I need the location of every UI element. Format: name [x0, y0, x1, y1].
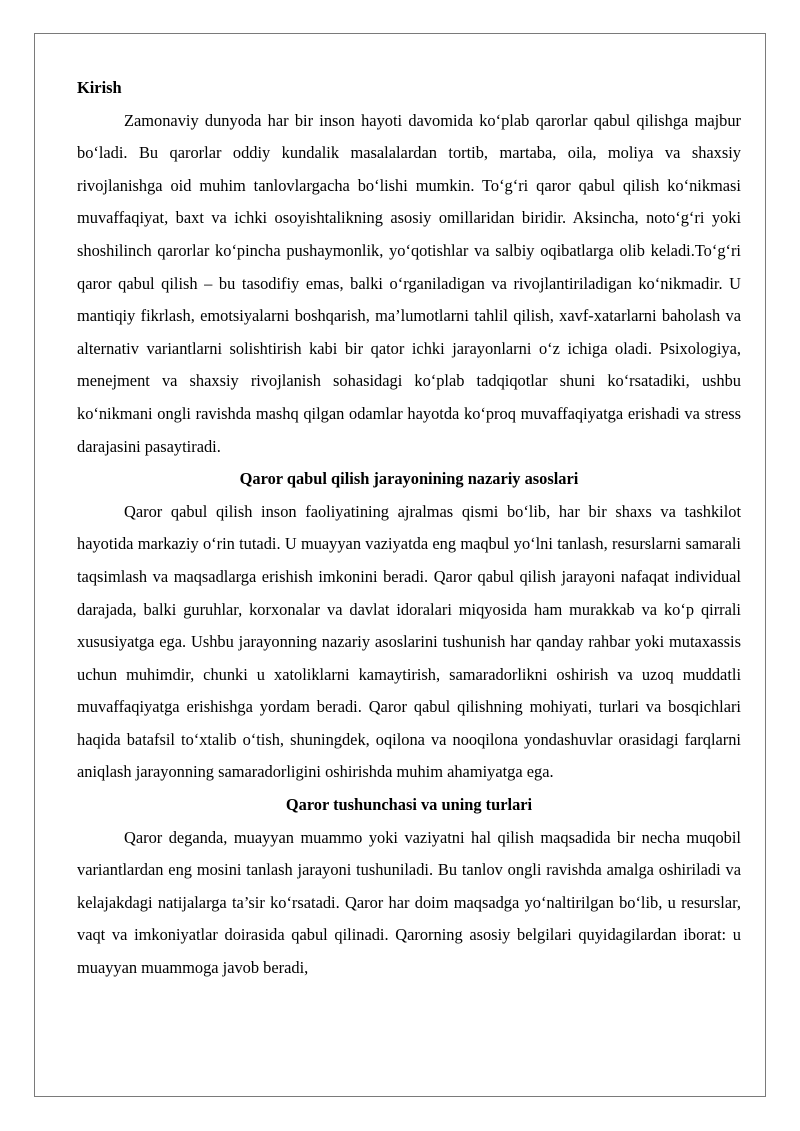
intro-paragraph: Zamonaviy dunyoda har bir inson hayoti davomida ko‘plab qarorlar qabul qilishga majbur bo‘ladi. Bu qarorlar oddiy kundalik masalalardan tortib, martaba, oila, moliya va shaxsiy rivojlanishga oid muhim tanlovlargacha bo‘lishi mumkin. To‘g‘ri qaror qabul qilish ko‘nikmasi muvaffaqiyat, baxt va ichki osoyishtalikning asosiy omillaridan biridir. Aksincha, noto‘g‘ri yoki shoshilinch qarorlar ko‘pincha pushaymonlik, yo‘qotishlar va salbiy oqibatlarga olib keladi.To‘g‘ri qaror qabul qilish – bu tasodifiy emas, balki o‘rganiladigan va rivojlantiriladigan ko‘nikmadir. U mantiqiy fikrlash, emotsiyalarni boshqarish, ma’lumotlarni tahlil qilish, xavf-xatarlarni baholash va alternativ variantlarni solishtirish kabi bir qator ichki jarayonlarni o‘z ichiga oladi. Psixologiya, menejment va shaxsiy rivojlanish sohasidagi ko‘plab tadqiqotlar shuni ko‘rsatadiki, ushbu ko‘nikmani ongli ravishda mashq qilgan odamlar hayotda ko‘proq muvaffaqiyatga erishadi va stress darajasini pasaytiradi. — [77, 110, 741, 456]
section-heading-concept: Qaror tushunchasi va uning turlari — [285, 795, 533, 815]
intro-heading: Kirish — [77, 78, 122, 97]
theory-paragraph: Qaror qabul qilish inson faoliyatining ajralmas qismi bo‘lib, har bir shaxs va tashkilot hayotida markaziy o‘rin tutadi. U muayyan vaziyatda eng maqbul yo‘lni tanlash, resurslarni samarali taqsimlash va maqsadlarga erishish imkonini beradi. Qaror qabul qilish jarayoni nafaqat individual darajada, balki guruhlar, korxonalar va davlat idoralari miqyosida ham murakkab va ko‘p qirrali xususiyatga ega. Ushbu jarayonning nazariy asoslarini tushunish har qanday rahbar yoki mutaxassis uchun muhimdir, chunki u xatoliklarni kamaytirish, samaradorlikni oshirish va uzoq muddatli muvaffaqiyatga erishishga yordam beradi. Qaror qabul qilishning mohiyati, turlari va bosqichlari haqida batafsil to‘xtalib o‘tish, shuningdek, oqilona va nooqilona yondashuvlar orasidagi farqlarni aniqlash jarayonning samaradorligini oshirishda muhim ahamiyatga ega. — [77, 501, 741, 782]
concept-paragraph: Qaror deganda, muayyan muammo yoki vaziyatni hal qilish maqsadida bir necha muqobil variantlardan eng mosini tanlash jarayoni tushuniladi. Bu tanlov ongli ravishda amalga oshiriladi va kelajakdagi natijalarga ta’sir ko‘rsatadi. Qaror har doim maqsadga yo‘naltirilgan bo‘lib, u resurslar, vaqt va imkoniyatlar doirasida qabul qilinadi. Qarorning asosiy belgilari quyidagilardan iborat: u muayyan muammoga javob beradi, — [77, 827, 741, 978]
document-body — [77, 72, 741, 985]
section-heading-theory: Qaror qabul qilish jarayonining nazariy asoslari — [239, 469, 579, 489]
